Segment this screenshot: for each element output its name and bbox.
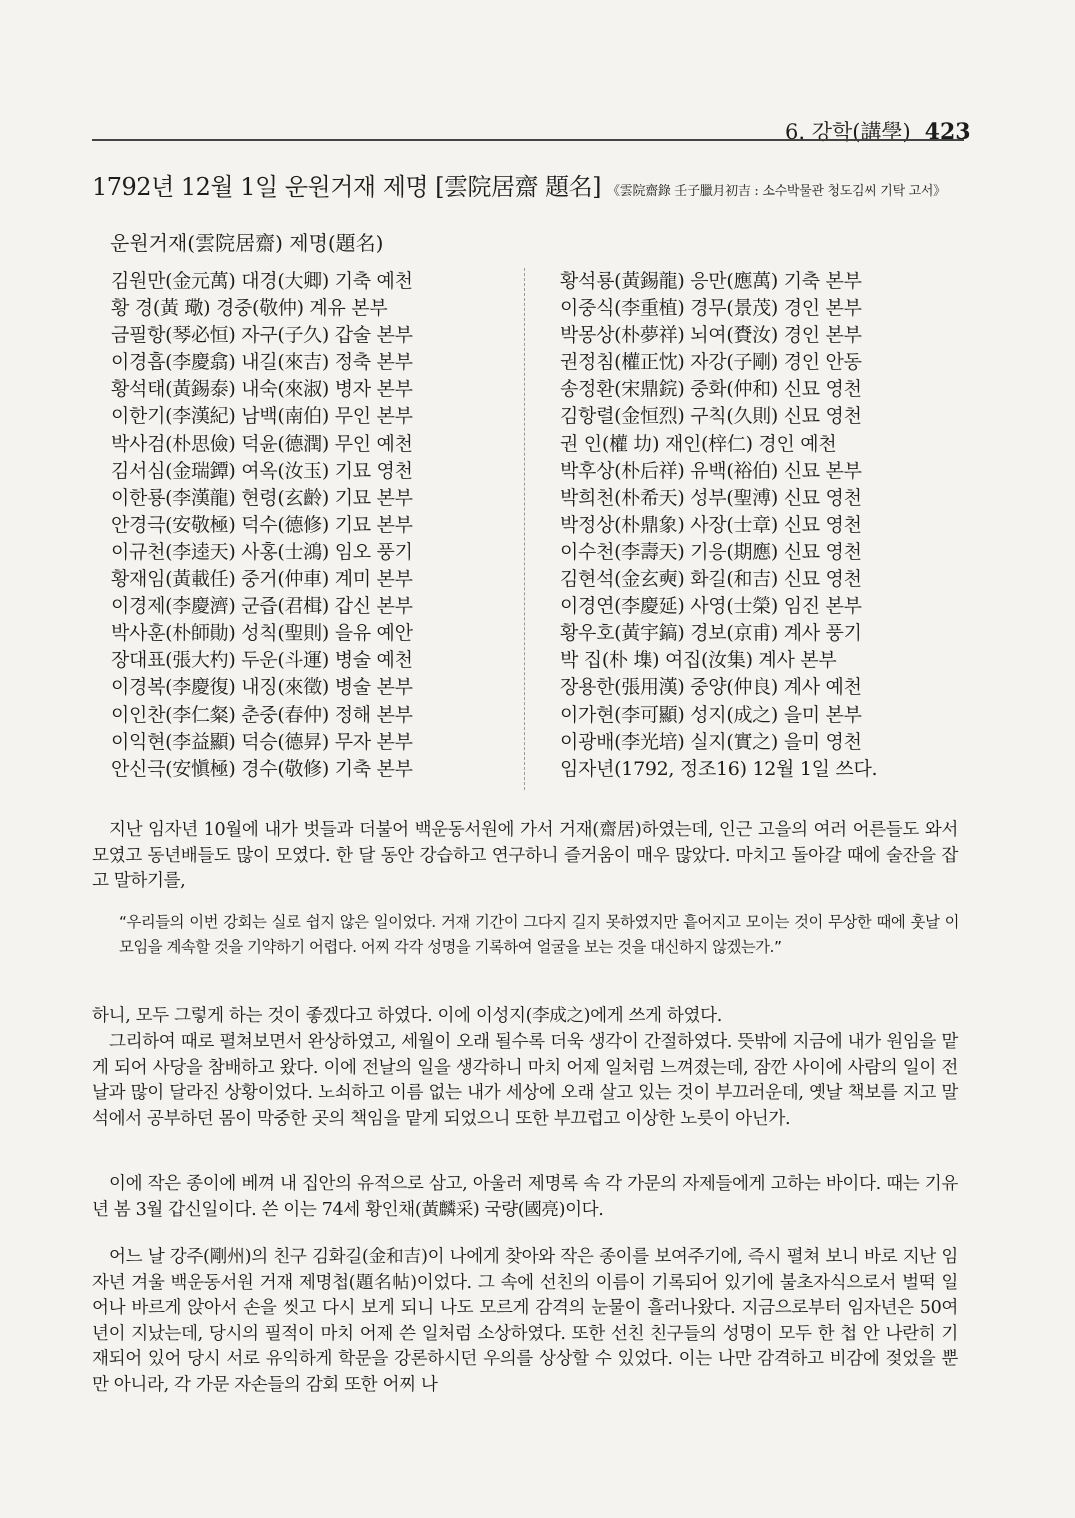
name-entry: 장대표(張大杓) 두운(斗運) 병술 예천 bbox=[111, 649, 413, 672]
header-rule bbox=[92, 139, 964, 141]
name-entry: 박사검(朴思儉) 덕윤(德潤) 무인 예천 bbox=[111, 432, 413, 455]
quoted-speech: “우리들의 이번 강회는 실로 쉽지 않은 일이었다. 거재 기간이 그다지 길지 못하였지만 흩어지고 모이는 것이 무상한 때에 훗날 이 모임을 계속할 것을 기약하기 어렵다. 어찌 각각 성명을 기록하여 얼굴을 보는 것을 대신하지 않겠는가.” bbox=[119, 913, 959, 957]
name-entry: 박희천(朴希天) 성부(聖溥) 신묘 영천 bbox=[560, 486, 862, 509]
body-paragraph-2: 하니, 모두 그렇게 하는 것이 좋겠다고 하였다. 이에 이성지(李成之)에게 쓰게 하였다. bbox=[92, 1006, 722, 1026]
name-entry: 이경복(李慶復) 내징(來徵) 병술 본부 bbox=[111, 676, 413, 699]
name-entry: 황 경(黃 璥) 경중(敬仲) 계유 본부 bbox=[111, 297, 388, 320]
date-line: 임자년(1792, 정조16) 12월 1일 쓰다. bbox=[560, 757, 878, 780]
name-entry: 금필항(琴必恒) 자구(子久) 갑술 본부 bbox=[111, 324, 413, 347]
name-entry: 이한룡(李漢龍) 현령(玄齡) 기묘 본부 bbox=[111, 486, 413, 509]
heading-title: 1792년 12월 1일 운원거재 제명 [雲院居齋 題名] bbox=[92, 173, 602, 201]
page-number: 423 bbox=[924, 119, 971, 145]
body-paragraph-5: 어느 날 강주(剛州)의 친구 김화길(金和吉)이 나에게 찾아와 작은 종이를 보여주기에, 즉시 펼쳐 보니 바로 지난 임자년 겨울 백운동서원 거재 제명첩(題名帖)이었다. 그 속에 선친의 이름이 기록되어 있기에 불초자식으로서 벌떡 일어나 바르게 앉아서 손을 씻고 다시 보게 되니 나도 모르게 감격의 눈물이 흘러나왔다. 지금으로부터 임자년은 50여 년이 지났는데, 당시의 필적이 마치 어제 쓴 일처럼 소상하였다. 또한 선친 친구들의 성명이 모두 한 첩 안 나란히 기재되어 있어 당시 서로 유익하게 학문을 강론하시던 우의를 상상할 수 있었다. 이는 나만 감격하고 비감에 젖었을 뿐만 아니라, 각 가문 자손들의 감회 또한 어찌 나 bbox=[92, 1247, 958, 1395]
name-entry: 김현석(金玄奭) 화길(和吉) 신묘 영천 bbox=[560, 568, 862, 591]
name-entry: 안신극(安愼極) 경수(敬修) 기축 본부 bbox=[111, 757, 413, 780]
name-entry: 장용한(張用漢) 중양(仲良) 계사 예천 bbox=[560, 676, 862, 699]
name-entry: 김원만(金元萬) 대경(大卿) 기축 예천 bbox=[111, 270, 413, 292]
section-heading bbox=[92, 167, 972, 202]
name-entry: 이경연(李慶延) 사영(士榮) 임진 본부 bbox=[560, 595, 862, 618]
heading-source: 《雲院齋錄 壬子臘月初吉 : 소수박물관 청도김씨 기탁 고서》 bbox=[607, 184, 946, 199]
name-entry: 박후상(朴后祥) 유백(裕伯) 신묘 본부 bbox=[560, 459, 862, 482]
running-head bbox=[785, 116, 971, 146]
name-entry: 이규천(李逵天) 사홍(士鴻) 임오 풍기 bbox=[111, 540, 413, 563]
name-entry: 박 집(朴 㙫) 여집(汝集) 계사 본부 bbox=[560, 649, 837, 672]
name-entry: 권정침(權正忱) 자강(子剛) 경인 안동 bbox=[560, 351, 862, 374]
names-right-column bbox=[560, 268, 980, 783]
name-entry: 이경제(李慶濟) 군즙(君楫) 갑신 본부 bbox=[111, 595, 413, 618]
name-entry: 이광배(李光培) 실지(實之) 을미 영천 bbox=[560, 730, 862, 753]
name-entry: 이경흡(李慶翕) 내길(來吉) 정축 본부 bbox=[111, 351, 413, 374]
name-entry: 황석룡(黃錫龍) 응만(應萬) 기축 본부 bbox=[560, 270, 862, 292]
chapter-title: 6. 강학(講學) bbox=[785, 120, 911, 144]
name-entry: 이한기(李漢紀) 남백(南伯) 무인 본부 bbox=[111, 405, 413, 428]
name-entry: 이인찬(李仁粲) 춘중(春仲) 정해 본부 bbox=[111, 703, 413, 726]
name-entry: 황석태(黃錫泰) 내숙(來淑) 병자 본부 bbox=[111, 378, 413, 401]
subheading: 운원거재(雲院居齋) 제명(題名) bbox=[110, 231, 384, 255]
name-entry: 김항렬(金恒烈) 구칙(久則) 신묘 영천 bbox=[560, 405, 862, 428]
body-paragraph-4: 이에 작은 종이에 베껴 내 집안의 유적으로 삼고, 아울러 제명록 속 각 가문의 자제들에게 고하는 바이다. 때는 기유년 봄 3월 갑신일이다. 쓴 이는 74세 황인채(黃麟采) 국량(國亮)이다. bbox=[92, 1174, 958, 1220]
name-entry: 송정환(宋鼎鋎) 중화(仲和) 신묘 영천 bbox=[560, 378, 862, 401]
name-entry: 박사훈(朴師勛) 성칙(聖則) 을유 예안 bbox=[111, 622, 413, 645]
name-entry: 박정상(朴鼎象) 사장(士章) 신묘 영천 bbox=[560, 513, 862, 536]
names-left-column bbox=[111, 268, 511, 783]
name-entry: 이익현(李益顯) 덕승(德昇) 무자 본부 bbox=[111, 730, 413, 753]
name-entry: 황우호(黃宇鎬) 경보(京甫) 계사 풍기 bbox=[560, 622, 862, 645]
name-entry: 안경극(安敬極) 덕수(德修) 기묘 본부 bbox=[111, 513, 413, 536]
name-entry: 김서심(金瑞鐔) 여옥(汝玉) 기묘 영천 bbox=[111, 459, 413, 482]
body-paragraph-3: 그리하여 때로 펼쳐보면서 완상하였고, 세월이 오래 될수록 더욱 생각이 간절하였다. 뜻밖에 지금에 내가 원임을 맡게 되어 사당을 참배하고 왔다. 이에 전날의 일을 생각하니 마치 어제 일처럼 느껴졌는데, 잠깐 사이에 사람의 일이 전날과 많이 달라진 상황이었다. 노쇠하고 이름 없는 내가 세상에 오래 살고 있는 것이 부끄러운데, 옛날 책보를 지고 말석에서 공부하던 몸이 막중한 곳의 책임을 맡게 되었으니 또한 부끄럽고 이상한 노릇이 아닌가. bbox=[92, 1032, 958, 1129]
name-entry: 이중식(李重植) 경무(景茂) 경인 본부 bbox=[560, 297, 862, 320]
name-entry: 권 인(權 㘦) 재인(梓仁) 경인 예천 bbox=[560, 432, 837, 455]
name-entry: 박몽상(朴夢祥) 뇌여(賚汝) 경인 본부 bbox=[560, 324, 862, 347]
column-divider bbox=[524, 268, 525, 790]
name-entry: 황재임(黃載任) 중거(仲車) 계미 본부 bbox=[111, 568, 413, 591]
name-entry: 이가현(李可顯) 성지(成之) 을미 본부 bbox=[560, 703, 862, 726]
body-paragraph-1: 지난 임자년 10월에 내가 벗들과 더불어 백운동서원에 가서 거재(齋居)하였는데, 인근 고을의 여러 어른들도 와서 모였고 동년배들도 많이 모였다. 한 달 동안 강습하고 연구하니 즐거움이 매우 많았다. 마치고 돌아갈 때에 술잔을 잡고 말하기를, bbox=[92, 820, 958, 892]
name-entry: 이수천(李壽天) 기응(期應) 신묘 영천 bbox=[560, 540, 862, 563]
